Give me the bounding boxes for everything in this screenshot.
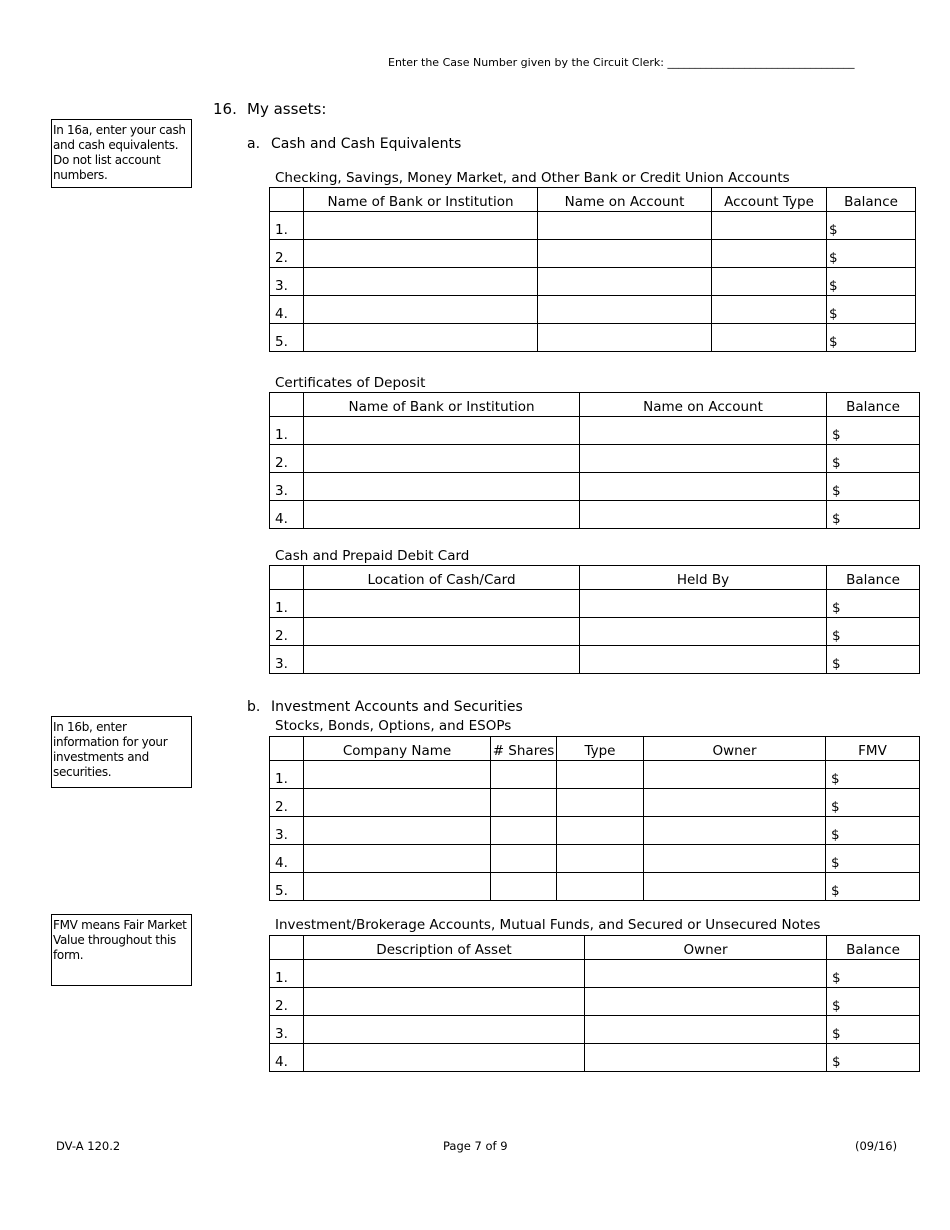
input-cell[interactable]	[580, 417, 827, 445]
input-cell[interactable]	[557, 761, 644, 789]
part-b-letter: b.	[247, 699, 261, 715]
col-header: Balance	[827, 566, 920, 590]
row-number: 3.	[270, 646, 304, 674]
input-cell[interactable]	[557, 845, 644, 873]
case-number-line: Enter the Case Number given by the Circuit Clerk: __________________________________	[388, 56, 855, 69]
row-number: 1.	[270, 761, 304, 789]
col-header	[270, 936, 304, 960]
input-cell[interactable]	[585, 1044, 827, 1072]
table-row	[270, 817, 920, 845]
input-cell[interactable]	[304, 960, 585, 988]
balance-cell[interactable]: $	[827, 618, 920, 646]
table-row	[270, 960, 920, 988]
input-cell[interactable]	[580, 590, 827, 618]
table-row	[270, 501, 920, 529]
table-row	[270, 1016, 920, 1044]
input-cell[interactable]	[491, 873, 557, 901]
input-cell[interactable]	[580, 618, 827, 646]
col-header: Name of Bank or Institution	[304, 393, 580, 417]
row-number: 3.	[270, 473, 304, 501]
part-b-title: Investment Accounts and Securities	[271, 699, 523, 715]
input-cell[interactable]	[304, 445, 580, 473]
input-cell[interactable]	[304, 817, 491, 845]
table-row	[270, 761, 920, 789]
row-number: 3.	[270, 1016, 304, 1044]
input-cell[interactable]	[491, 789, 557, 817]
col-header: FMV	[826, 737, 920, 761]
cds-caption: Certificates of Deposit	[275, 375, 426, 391]
table-row	[270, 1044, 920, 1072]
input-cell[interactable]	[644, 873, 826, 901]
input-cell[interactable]	[304, 1044, 585, 1072]
col-header: Name on Account	[580, 393, 827, 417]
input-cell[interactable]	[491, 817, 557, 845]
row-number: 4.	[270, 1044, 304, 1072]
input-cell[interactable]	[712, 268, 827, 296]
row-number: 5.	[270, 324, 304, 352]
input-cell[interactable]	[304, 268, 538, 296]
input-cell[interactable]	[580, 646, 827, 674]
col-header: Balance	[827, 393, 920, 417]
input-cell[interactable]	[304, 324, 538, 352]
fmv-cell[interactable]: $	[826, 789, 920, 817]
col-header: Owner	[644, 737, 826, 761]
input-cell[interactable]	[712, 296, 827, 324]
section-number: 16.	[213, 100, 237, 118]
col-header	[270, 393, 304, 417]
table-row	[270, 646, 920, 674]
form-id: DV-A 120.2	[56, 1139, 121, 1153]
input-cell[interactable]	[538, 212, 712, 240]
table-row	[270, 988, 920, 1016]
table-row	[270, 473, 920, 501]
input-cell[interactable]	[304, 646, 580, 674]
note-16b: In 16b, enter information for your investments and securities.	[51, 716, 192, 788]
input-cell[interactable]	[304, 212, 538, 240]
col-header: Held By	[580, 566, 827, 590]
table-row	[270, 324, 916, 352]
input-cell[interactable]	[644, 845, 826, 873]
input-cell[interactable]	[304, 473, 580, 501]
input-cell[interactable]	[557, 817, 644, 845]
col-header: Owner	[585, 936, 827, 960]
row-number: 3.	[270, 817, 304, 845]
balance-cell[interactable]: $	[827, 473, 920, 501]
form-date: (09/16)	[855, 1139, 898, 1153]
balance-cell[interactable]: $	[827, 960, 920, 988]
input-cell[interactable]	[644, 761, 826, 789]
row-number: 1.	[270, 212, 304, 240]
input-cell[interactable]	[585, 960, 827, 988]
input-cell[interactable]	[712, 324, 827, 352]
input-cell[interactable]	[538, 324, 712, 352]
input-cell[interactable]	[557, 873, 644, 901]
input-cell[interactable]	[538, 296, 712, 324]
table-row	[270, 240, 916, 268]
brokerage-table	[269, 935, 920, 1072]
row-number: 4.	[270, 845, 304, 873]
bank-accounts-caption: Checking, Savings, Money Market, and Other Bank or Credit Union Accounts	[275, 170, 790, 186]
table-row	[270, 417, 920, 445]
balance-cell[interactable]: $	[827, 1044, 920, 1072]
cds-table	[269, 392, 920, 529]
input-cell[interactable]	[580, 445, 827, 473]
table-row	[270, 296, 916, 324]
bank-accounts-table	[269, 187, 916, 352]
fmv-cell[interactable]: $	[826, 873, 920, 901]
input-cell[interactable]	[304, 873, 491, 901]
input-cell[interactable]	[585, 988, 827, 1016]
balance-cell[interactable]: $	[827, 240, 916, 268]
balance-cell[interactable]: $	[827, 988, 920, 1016]
row-number: 2.	[270, 618, 304, 646]
part-a-letter: a.	[247, 136, 261, 152]
row-number: 2.	[270, 789, 304, 817]
balance-cell[interactable]: $	[827, 1016, 920, 1044]
stocks-table	[269, 736, 920, 901]
fmv-cell[interactable]: $	[826, 761, 920, 789]
row-number: 1.	[270, 960, 304, 988]
input-cell[interactable]	[304, 988, 585, 1016]
input-cell[interactable]	[557, 789, 644, 817]
input-cell[interactable]	[304, 417, 580, 445]
row-number: 2.	[270, 240, 304, 268]
part-a-title: Cash and Cash Equivalents	[271, 136, 462, 152]
balance-cell[interactable]: $	[827, 417, 920, 445]
balance-cell[interactable]: $	[827, 590, 920, 618]
balance-cell[interactable]: $	[827, 296, 916, 324]
input-cell[interactable]	[304, 590, 580, 618]
col-header: Name on Account	[538, 188, 712, 212]
col-header: Type	[557, 737, 644, 761]
page-number: Page 7 of 9	[443, 1139, 508, 1153]
input-cell[interactable]	[304, 845, 491, 873]
input-cell[interactable]	[580, 501, 827, 529]
input-cell[interactable]	[644, 817, 826, 845]
row-number: 2.	[270, 988, 304, 1016]
note-16a: In 16a, enter your cash and cash equivalents. Do not list account numbers.	[51, 119, 192, 188]
row-number: 1.	[270, 417, 304, 445]
row-number: 3.	[270, 268, 304, 296]
row-number: 2.	[270, 445, 304, 473]
col-header: Company Name	[304, 737, 491, 761]
col-header: Balance	[827, 188, 916, 212]
fmv-cell[interactable]: $	[826, 845, 920, 873]
row-number: 4.	[270, 501, 304, 529]
balance-cell[interactable]: $	[827, 268, 916, 296]
input-cell[interactable]	[644, 789, 826, 817]
input-cell[interactable]	[491, 761, 557, 789]
table-row	[270, 445, 920, 473]
balance-cell[interactable]: $	[827, 324, 916, 352]
table-row	[270, 618, 920, 646]
input-cell[interactable]	[304, 240, 538, 268]
table-row	[270, 212, 916, 240]
stocks-caption: Stocks, Bonds, Options, and ESOPs	[275, 718, 512, 734]
fmv-cell[interactable]: $	[826, 817, 920, 845]
balance-cell[interactable]: $	[827, 212, 916, 240]
table-row	[270, 789, 920, 817]
col-header: # Shares	[491, 737, 557, 761]
input-cell[interactable]	[304, 1016, 585, 1044]
input-cell[interactable]	[585, 1016, 827, 1044]
note-fmv: FMV means Fair Market Value throughout this form.	[51, 914, 192, 986]
col-header	[270, 188, 304, 212]
col-header	[270, 737, 304, 761]
input-cell[interactable]	[304, 501, 580, 529]
cash-table	[269, 565, 920, 674]
col-header: Description of Asset	[304, 936, 585, 960]
input-cell[interactable]	[712, 212, 827, 240]
col-header: Account Type	[712, 188, 827, 212]
balance-cell[interactable]: $	[827, 445, 920, 473]
input-cell[interactable]	[712, 240, 827, 268]
input-cell[interactable]	[304, 618, 580, 646]
table-row	[270, 873, 920, 901]
input-cell[interactable]	[304, 761, 491, 789]
row-number: 5.	[270, 873, 304, 901]
input-cell[interactable]	[304, 296, 538, 324]
col-header: Balance	[827, 936, 920, 960]
cash-caption: Cash and Prepaid Debit Card	[275, 548, 470, 564]
col-header: Location of Cash/Card	[304, 566, 580, 590]
table-row	[270, 268, 916, 296]
input-cell[interactable]	[580, 473, 827, 501]
input-cell[interactable]	[538, 240, 712, 268]
brokerage-caption: Investment/Brokerage Accounts, Mutual Funds, and Secured or Unsecured Notes	[275, 917, 821, 933]
col-header: Name of Bank or Institution	[304, 188, 538, 212]
table-row	[270, 845, 920, 873]
balance-cell[interactable]: $	[827, 501, 920, 529]
section-title: My assets:	[247, 100, 327, 118]
row-number: 4.	[270, 296, 304, 324]
input-cell[interactable]	[538, 268, 712, 296]
col-header	[270, 566, 304, 590]
input-cell[interactable]	[491, 845, 557, 873]
input-cell[interactable]	[304, 789, 491, 817]
table-row	[270, 590, 920, 618]
row-number: 1.	[270, 590, 304, 618]
balance-cell[interactable]: $	[827, 646, 920, 674]
